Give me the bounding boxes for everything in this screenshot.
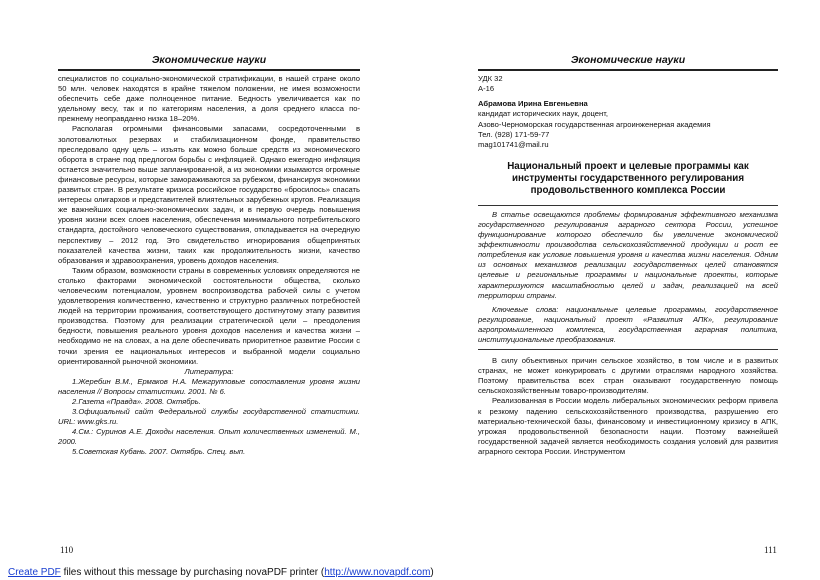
udk-code: УДК 32 [478, 74, 503, 83]
abstract-block [478, 205, 778, 350]
reference-item: 5.Советская Кубань. 2007. Октябрь. Спец. вып. [72, 447, 246, 457]
running-header: Экономические науки [570, 54, 686, 66]
author-organization: Азово-Черноморская государственная агроинженерная академия [478, 119, 711, 129]
right-column-text [478, 74, 778, 532]
create-pdf-link[interactable]: Create PDF [8, 567, 61, 578]
page-number: 110 [60, 545, 74, 555]
paragraph: Реализованная в России модель либеральных экономических реформ привела к резкому падению сельскохозяйственного производства, разрушению его материально-технической базы, финансовому и инвестиционному кризису в АПК, угрожая продовольственной безопасности нации. Поэтому важнейшей государственной задачей является необходимость создания условий для развития аграрного сектора России. Инструментом [478, 396, 778, 456]
reference-item: 2.Газета «Правда». 2008. Октябрь. [72, 397, 201, 406]
paragraph: Таким образом, возможности страны в современных условиях определяются не столько факторами экономической состоятельности общества, сколько человеческим потенциалом, уровнем воспроизводства рабочей силы с учетом удовлетворения количественно, качественно и структурно различных потребностей людей на территории проживания, соответствующего достигнутому этапу развития производства. Поэтому для реализации стратегической цели – преодоления бедности, повышения реального уровня доходов населения и качества жизни – необходимо не на словах, а на деле обеспечивать приоритетное развитие России с точки зрения ее национальных интересов и выбранной модели социально ориентированной рыночной экономики. [58, 265, 360, 366]
right-page [410, 0, 820, 566]
author-name: Абрамова Ирина Евгеньевна [478, 98, 588, 108]
novapdf-link[interactable]: http://www.novapdf.com [324, 567, 431, 578]
running-header: Экономические науки [151, 54, 267, 66]
footer-text-end: ) [430, 567, 434, 578]
left-page [0, 0, 410, 566]
header-rule [478, 69, 778, 71]
author-degree: кандидат исторических наук, доцент, [478, 109, 608, 119]
reference-item: 1.Жеребин В.М., Ермаков Н.А. Межгрупповые сопоставления уровня жизни населения // Вопросы статистики. 2001. № 6. [58, 376, 360, 396]
author-email: mag101741@mail.ru [478, 140, 549, 150]
article-title: Национальный проект и целевые программы как инструменты государственного регулирования продовольственного комплекса России [507, 160, 749, 196]
paragraph: В силу объективных причин сельское хозяйство, в том числе и в развитых странах, не может конкурировать с другими отраслями народного хозяйства. Поэтому правительства всех стран оказывают государственную помощь сельскохозяйственным товаро-производителям. [478, 356, 778, 396]
reference-item: 4.См.: Суринов А.Е. Доходы населения. Опыт количественных изменений. М., 2000. [58, 427, 360, 447]
classification-code: А-16 [478, 84, 495, 94]
left-column-text [58, 74, 360, 520]
footer-text: files without this message by purchasing novaPDF printer ( [60, 567, 325, 578]
author-phone: Тел. (928) 171-59-77 [478, 130, 550, 140]
references-title: Литература: [184, 366, 234, 376]
reference-item: 3.Официальный сайт Федеральной службы государственной статистики. URL: www.gks.ru. [58, 407, 360, 427]
pdf-footer-banner [0, 565, 820, 580]
paragraph: Располагая огромными финансовыми запасами, сосредоточенными в золотовалютных резервах и стабилизационном фонде, правительство преследовало одну цель – изъять как можно больше средств из экономического оборота в стране под предлогом борьбы с инфляцией. Однако ежегодно инфляция остается значительно выше запланированной, а из экономики изымаются огромные финансовые ресурсы, которые замораживаются за рубежом, финансируя экономики развитых стран. В результате кризиса российское государство «бросилось» спасать интересы олигархов и представителей влиятельных зарубежных кругов. Реализация же важнейших социально-экономических задач, и в первую очередь повышения уровня жизни всех слоев населения, обеспечения минимального потребительского стандарта, достойного человеческого существования, откладывается на очередную перспективу – 2012 год. Это свидетельство игнорирования общепринятых показателей качества жизни, таких как продолжительность жизни, качество образования и здравоохранения, уровень доходов населения. [58, 124, 360, 265]
keywords: Ключевые слова: национальные целевые программы, государственное регулирование, национальный проект «Развития АПК», регулирование агропромышленного комплекса, государственная аграрная политика, институциональные преобразования. [478, 304, 778, 344]
page-number: 111 [764, 545, 777, 555]
paragraph: специалистов по социально-экономической стратификации, в нашей стране около 50 млн. человек находятся в крайне тяжелом положении, не имея возможности обеспечить себе даже полноценное питание. Бедность увеличивается как по удельному весу, так и по категориям населения, а доля среднего класса по-прежнему неоправданно низка 18–20%. [58, 74, 360, 124]
header-rule [58, 69, 360, 71]
article-meta [478, 74, 778, 151]
abstract: В статье освещаются проблемы формирования эффективного механизма государственного регулирования аграрного сектора России, успешное функционирование которого обеспечило бы увеличение экономической эффективности производства сельскохозяйственной продукции и рост ее потребления как условие повышения уровня и качества жизни населения. Одним из основных механизмов реализации государственных целей становятся целевые и региональные программы и национальные проекты, которые характеризуются масштабностью целей и задач, реализацией на всей территории страны. [478, 209, 778, 300]
